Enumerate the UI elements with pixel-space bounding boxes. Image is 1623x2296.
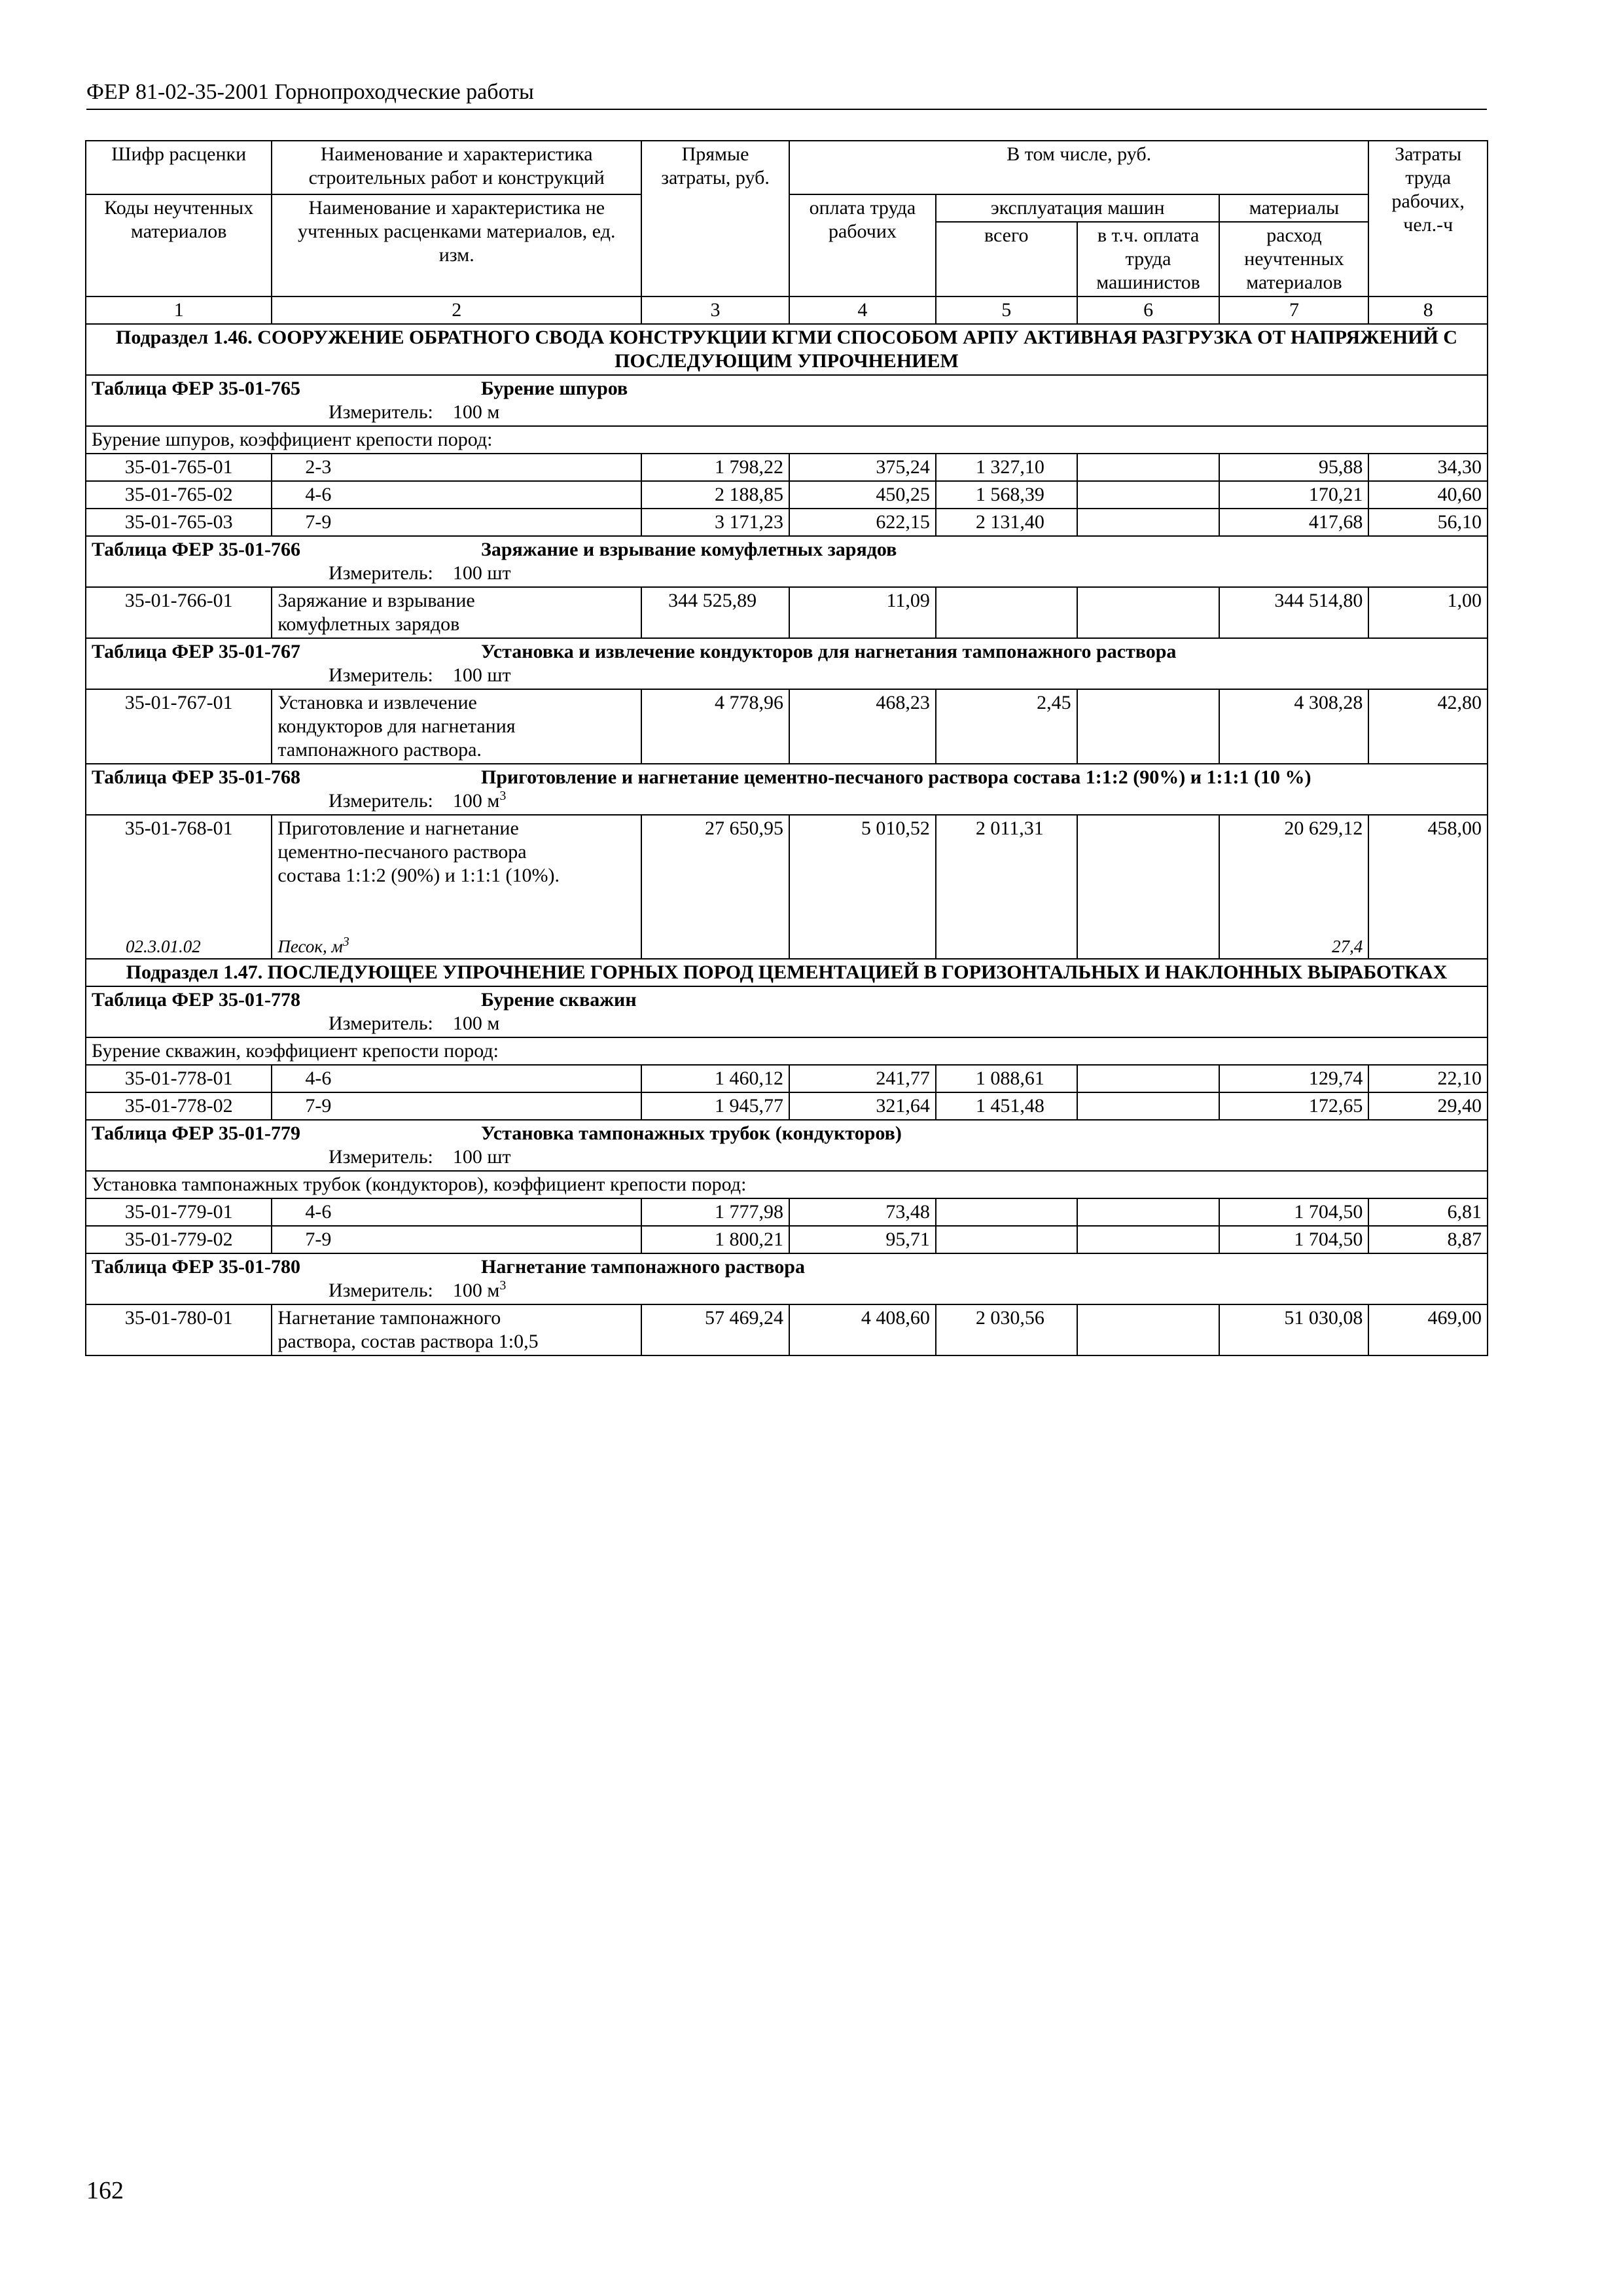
table-label: Таблица ФЕР 35-01-778 [92, 989, 300, 1011]
col-material-codes-header: Коды неучтенных материалов [86, 194, 272, 296]
note-row [86, 1037, 1488, 1065]
measure-label: Измеритель: [329, 562, 433, 584]
table-row: 35-01-765-01 2-3 1 798,22 375,24 1 327,10 95,88 34,30 [86, 454, 1488, 481]
table-heading-row [86, 986, 1488, 1037]
col-code-header: Шифр расценки [86, 141, 272, 194]
col-direct-cost-header: Прямые затраты, руб. [641, 141, 789, 296]
col-group-header: В том числе, руб. [789, 141, 1368, 194]
table-title: Приготовление и нагнетание цементно-песчаного раствора состава 1:1:2 (90%) и 1:1:1 (10 %) [481, 766, 1311, 788]
table-row: 35-01-778-01 4-6 1 460,12 241,77 1 088,61 129,74 22,10 [86, 1065, 1488, 1092]
col-wages-header: оплата труда рабочих [789, 194, 936, 296]
table-row: 35-01-765-02 4-6 2 188,85 450,25 1 568,39 170,21 40,60 [86, 481, 1488, 509]
measure-label: Измеритель: [329, 664, 433, 686]
column-numbers-row: 1 2 3 4 5 6 7 8 [86, 296, 1488, 324]
table-row: 35-01-778-02 7-9 1 945,77 321,64 1 451,48 172,65 29,40 [86, 1092, 1488, 1120]
table-heading-row [86, 375, 1488, 426]
table-label: Таблица ФЕР 35-01-780 [92, 1256, 300, 1278]
table-heading-row [86, 1253, 1488, 1304]
section-title: Подраздел 1.47. ПОСЛЕДУЮЩЕЕ УПРОЧНЕНИЕ ГОРНЫХ ПОРОД ЦЕМЕНТАЦИЕЙ В ГОРИЗОНТАЛЬНЫХ И НАКЛОННЫХ ВЫРАБОТКАХ [86, 959, 1488, 986]
table-row: 35-01-766-01 Заряжание и взрывание комуфлетных зарядов 344 525,89 11,09 344 514,80 1,00 [86, 587, 1488, 638]
table-title: Заряжание и взрывание комуфлетных зарядов [481, 539, 897, 560]
measure-unit-sup: 3 [499, 789, 507, 803]
col-name-header: Наименование и характеристика строительных работ и конструкций [272, 141, 641, 194]
table-label: Таблица ФЕР 35-01-766 [92, 539, 300, 560]
material-code: 02.3.01.02 [126, 937, 201, 956]
note-row [86, 426, 1488, 454]
measure-value: 100 шт [452, 1146, 511, 1168]
table-heading-row [86, 638, 1488, 689]
measure-unit-sup: 3 [499, 1278, 507, 1293]
col-machines-header: эксплуатация машин [936, 194, 1220, 222]
measure-label: Измеритель: [329, 1013, 433, 1034]
page-number: 162 [86, 2177, 124, 2204]
col-unaccounted-header: расход неучтенных материалов [1219, 222, 1368, 296]
table-note: Бурение скважин, коэффициент крепости пород: [86, 1037, 1488, 1065]
material-name: Песок, м [277, 937, 343, 956]
measure-value: 100 м [452, 401, 500, 423]
table-row: 35-01-779-02 7-9 1 800,21 95,71 1 704,50 8,87 [86, 1226, 1488, 1253]
header-row-1 [86, 141, 1488, 194]
table-heading-row [86, 1120, 1488, 1171]
section-title: Подраздел 1.46. СООРУЖЕНИЕ ОБРАТНОГО СВОДА КОНСТРУКЦИИ КГМИ СПОСОБОМ АРПУ АКТИВНАЯ РАЗГРУЗКА ОТ НАПРЯЖЕНИЙ С ПОСЛЕДУЮЩИМ УПРОЧНЕНИЕМ [86, 324, 1488, 375]
table-title: Установка и извлечение кондукторов для нагнетания тампонажного раствора [481, 641, 1177, 662]
section-row [86, 959, 1488, 986]
table-note: Установка тампонажных трубок (кондукторов), коэффициент крепости пород: [86, 1171, 1488, 1198]
note-row [86, 1171, 1488, 1198]
table-row: 35-01-780-01 Нагнетание тампонажного раствора, состав раствора 1:0,5 57 469,24 4 408,60 2 030,56 51 030,08 469,00 [86, 1304, 1488, 1355]
measure-label: Измеритель: [329, 1280, 433, 1301]
table-label: Таблица ФЕР 35-01-779 [92, 1122, 300, 1144]
col-labor-header: Затраты труда рабочих, чел.-ч [1368, 141, 1488, 296]
table-row: 35-01-779-01 4-6 1 777,98 73,48 1 704,50 6,81 [86, 1198, 1488, 1226]
col-materials-header: материалы [1219, 194, 1368, 222]
measure-value: 100 м [452, 790, 500, 812]
col-machines-total-header: всего [936, 222, 1077, 296]
table-label: Таблица ФЕР 35-01-765 [92, 378, 300, 399]
table-label: Таблица ФЕР 35-01-768 [92, 766, 300, 788]
table-title: Бурение шпуров [481, 378, 628, 399]
table-title: Нагнетание тампонажного раствора [481, 1256, 805, 1278]
table-label: Таблица ФЕР 35-01-767 [92, 641, 300, 662]
section-row [86, 324, 1488, 375]
measure-label: Измеритель: [329, 790, 433, 812]
measure-value: 100 шт [452, 562, 511, 584]
measure-value: 100 м [452, 1013, 500, 1034]
page-header: ФЕР 81-02-35-2001 Горнопроходческие работы [86, 76, 1487, 110]
table-note: Бурение шпуров, коэффициент крепости пород: [86, 426, 1488, 454]
table-heading-row [86, 536, 1488, 587]
rates-table [85, 140, 1488, 1356]
table-row: 35-01-765-03 7-9 3 171,23 622,15 2 131,40 417,68 56,10 [86, 509, 1488, 536]
col-material-names-header: Наименование и характеристика не учтенных расценками материалов, ед. изм. [272, 194, 641, 296]
measure-value: 100 м [452, 1280, 500, 1301]
table-row: 35-01-767-01 Установка и извлечение кондукторов для нагнетания тампонажного раствора. 4 778,96 468,23 2,45 4 308,28 42,80 [86, 689, 1488, 764]
table-row: 35-01-768-01 02.3.01.02 Приготовление и нагнетание цементно-песчаного раствора состава 1:1:2 (90%) и 1:1:1 (10%). Песок, $м^3$ 27 650,95 5 010,52 2 011,31 20 629,12 27,4 458,00 [86, 815, 1488, 959]
material-qty: 27,4 [1332, 937, 1363, 956]
measure-label: Измеритель: [329, 401, 433, 423]
measure-label: Измеритель: [329, 1146, 433, 1168]
table-title: Бурение скважин [481, 989, 637, 1011]
col-machinists-header: в т.ч. оплата труда машинистов [1077, 222, 1220, 296]
table-heading-row [86, 764, 1488, 815]
measure-value: 100 шт [452, 664, 511, 686]
table-title: Установка тампонажных трубок (кондукторов) [481, 1122, 902, 1144]
